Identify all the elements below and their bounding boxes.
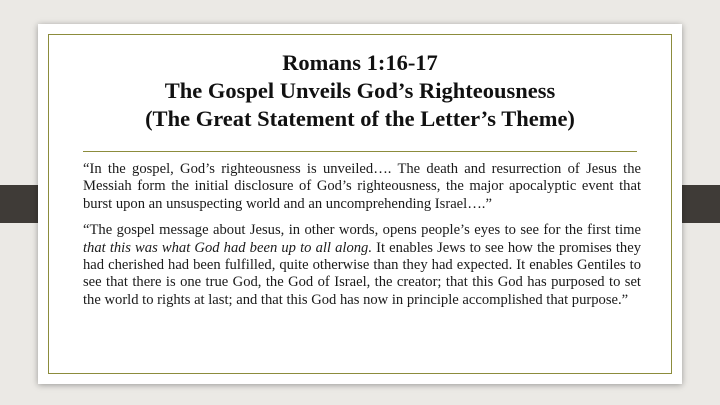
- quote-paragraph-2: [83, 222, 641, 309]
- title-divider: [83, 151, 637, 152]
- quote2-text-start: “The gospel message about Jesus, in other words, opens people’s eyes to see for the first time: [83, 222, 641, 239]
- quote2-italic-phrase: that this was what God had been up to all along.: [83, 239, 372, 256]
- title-line-3: (The Great Statement of the Letter’s Theme): [145, 106, 575, 131]
- quote2-text-end: It enables Jews to see how the promises they had cherished had been fulfilled, quite otherwise than they had expected. It enables Gentiles to see that there is one true God, the God of Israel, the creator; that this God has purposed to set the world to rights at last; and that this God has now in principle accomplished that purpose.”: [83, 239, 641, 308]
- slide-title: [49, 49, 671, 133]
- quote-paragraph-1: “In the gospel, God’s righteousness is unveiled…. The death and resurrection of Jesus the Messiah form the initial disclosure of God’s righteousness, the major apocalyptic event that burst upon an unsuspecting world and an uncomprehending Israel….”: [83, 161, 641, 212]
- content-card: [38, 24, 682, 384]
- right-side-tab: [676, 185, 720, 223]
- title-line-1: Romans 1:16-17: [282, 50, 438, 75]
- quote-body: [83, 161, 641, 318]
- inner-frame: [48, 34, 672, 374]
- title-line-2: The Gospel Unveils God’s Righteousness: [164, 78, 556, 103]
